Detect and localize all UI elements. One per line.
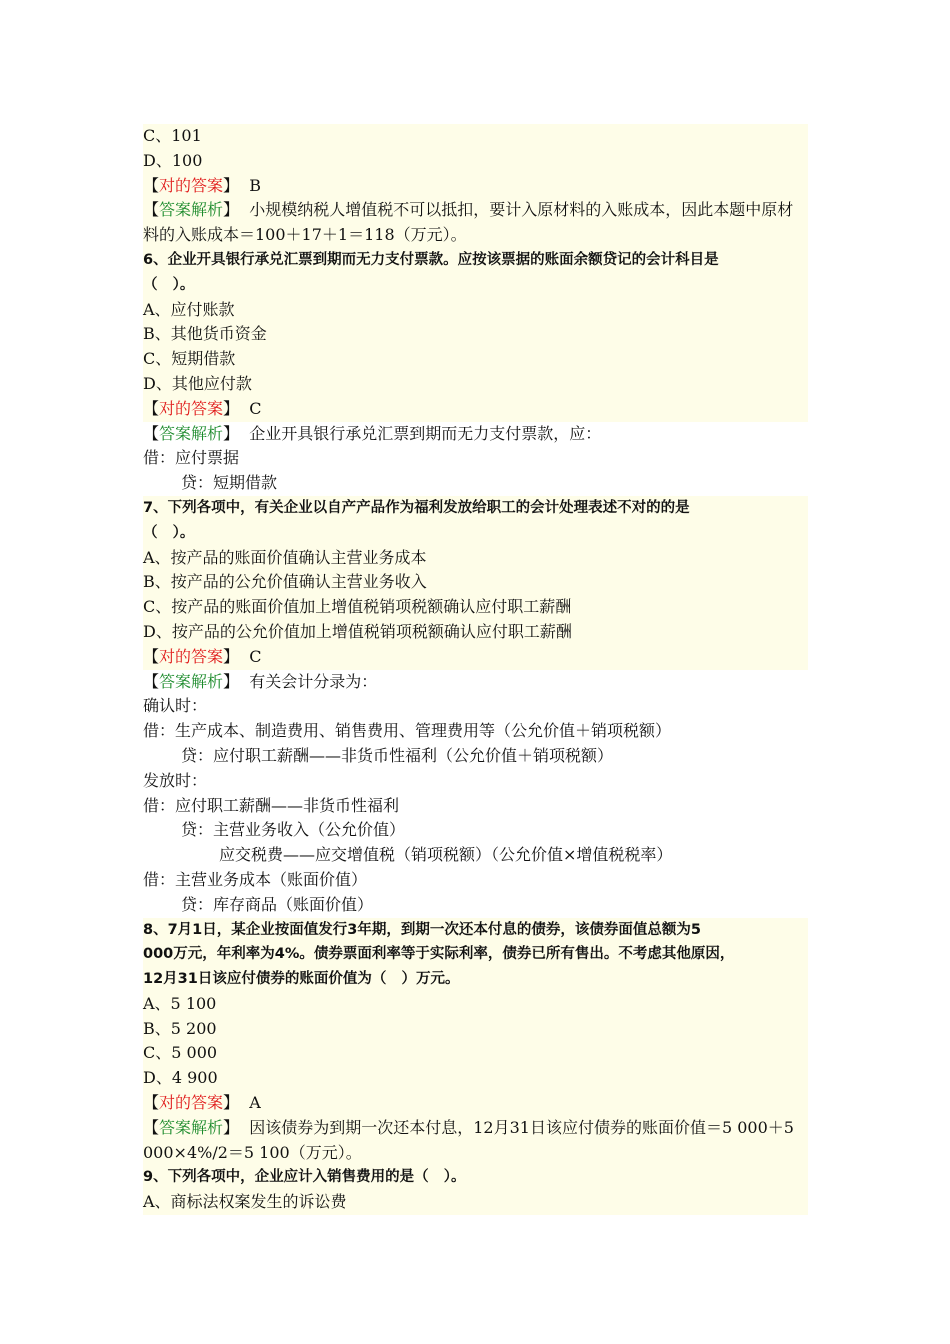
q7-entry-line: 发放时： (143, 770, 208, 790)
q6-analysis: 【答案解析】 企业开具银行承兑汇票到期而无力支付票款，应： (143, 423, 602, 443)
q5-option-c: C、101 (143, 124, 808, 149)
document-body (143, 124, 808, 1215)
answer-tag: 对的答案 (159, 175, 224, 195)
q9-stem-line1: 9、下列各项中，企业应计入销售费用的是（ ）。 (143, 1165, 808, 1190)
q5-option-d: D、100 (143, 149, 808, 174)
q7-entry-line: 借：应付职工薪酬——非货币性福利 (143, 795, 400, 815)
q7-entry-line: 确认时： (143, 696, 208, 716)
q5-analysis: 【答案解析】 小规模纳税人增值税不可以抵扣，要计入原材料的入账成本，因此本题中原材料的入账成本＝100＋17＋1＝118（万元）。 (143, 198, 808, 248)
q8-option-c: C、5 000 (143, 1041, 808, 1066)
q7-stem-line1: 7、下列各项中，有关企业以自产产品作为福利发放给职工的会计处理表述不对的的是 (143, 496, 808, 521)
q9-option-a: A、商标法权案发生的诉讼费 (143, 1190, 808, 1215)
analysis-tag: 答案解析 (159, 1117, 224, 1137)
q7-option-b: B、按产品的公允价值确认主营业务收入 (143, 570, 808, 595)
q6-option-b: B、其他货币资金 (143, 322, 808, 347)
q6-entry-debit: 借：应付票据 (143, 448, 240, 468)
analysis-tag: 答案解析 (159, 671, 224, 691)
q7-entry-line: 贷：库存商品（账面价值） (181, 894, 374, 914)
q7-analysis-text: 有关会计分录为： (249, 671, 378, 691)
answer-tag: 对的答案 (159, 646, 224, 666)
q6-option-a: A、应付账款 (143, 298, 808, 323)
q8-stem-line2: 000万元，年利率为4%。债券票面利率等于实际利率，债券已所有售出。不考虑其他原因， (143, 942, 808, 967)
q8-option-d: D、4 900 (143, 1066, 808, 1091)
q8-option-b: B、5 200 (143, 1017, 808, 1042)
q7-option-d: D、按产品的公允价值加上增值税销项税额确认应付职工薪酬 (143, 620, 808, 645)
q7-entry-line: 借：主营业务成本（账面价值） (143, 869, 368, 889)
q5-analysis-text: 小规模纳税人增值税不可以抵扣，要计入原材料的入账成本，因此本题中原材料的入账成本＝100＋17＋1＝118（万元）。 (143, 200, 794, 245)
q7-entry-line: 借：生产成本、制造费用、销售费用、管理费用等（公允价值＋销项税额） (143, 721, 672, 741)
q6-analysis-text: 企业开具银行承兑汇票到期而无力支付票款，应： (249, 423, 602, 443)
q7-stem-line2: （ ）。 (143, 521, 808, 546)
q8-answer: 【对的答案】 A (143, 1091, 808, 1116)
q8-analysis: 【答案解析】 因该债券为到期一次还本付息，12月31日该应付债券的账面价值＝5 000＋5 000×4%/2＝5 100（万元）。 (143, 1116, 808, 1166)
q7-answer-value: C (249, 646, 262, 666)
q6-stem-line1: 6、企业开具银行承兑汇票到期而无力支付票款。应按该票据的账面余额贷记的会计科目是 (143, 248, 808, 273)
analysis-tag: 答案解析 (159, 200, 224, 220)
q5-answer: 【对的答案】 B (143, 174, 808, 199)
q5-answer-value: B (249, 175, 261, 195)
q6-stem-line2: （ ）。 (143, 273, 808, 298)
q8-option-a: A、5 100 (143, 992, 808, 1017)
q7-entry-line: 应交税费——应交增值税（销项税额）（公允价值×增值税税率） (219, 845, 673, 865)
q6-answer: 【对的答案】 C (143, 397, 808, 422)
q8-answer-value: A (249, 1093, 261, 1113)
answer-tag: 对的答案 (159, 1093, 224, 1113)
q7-option-a: A、按产品的账面价值确认主营业务成本 (143, 546, 808, 571)
q7-answer: 【对的答案】 C (143, 645, 808, 670)
answer-tag: 对的答案 (159, 398, 224, 418)
q6-entry-credit: 贷：短期借款 (181, 473, 278, 493)
q8-analysis-text: 因该债券为到期一次还本付息，12月31日该应付债券的账面价值＝5 000＋5 000×4%/2＝5 100（万元）。 (143, 1117, 794, 1162)
analysis-tag: 答案解析 (159, 423, 224, 443)
q7-analysis: 【答案解析】 有关会计分录为： (143, 671, 378, 691)
q8-stem-line1: 8、7月1日，某企业按面值发行3年期，到期一次还本付息的债券，该债券面值总额为5 (143, 918, 808, 943)
q7-entry-line: 贷：应付职工薪酬——非货币性福利（公允价值＋销项税额） (181, 745, 614, 765)
q7-option-c: C、按产品的账面价值加上增值税销项税额确认应付职工薪酬 (143, 595, 808, 620)
q7-entry-line: 贷：主营业务收入（公允价值） (181, 820, 406, 840)
q6-option-c: C、短期借款 (143, 347, 808, 372)
q6-answer-value: C (249, 398, 262, 418)
q8-stem-line3: 12月31日该应付债券的账面价值为（ ）万元。 (143, 967, 808, 992)
q6-option-d: D、其他应付款 (143, 372, 808, 397)
